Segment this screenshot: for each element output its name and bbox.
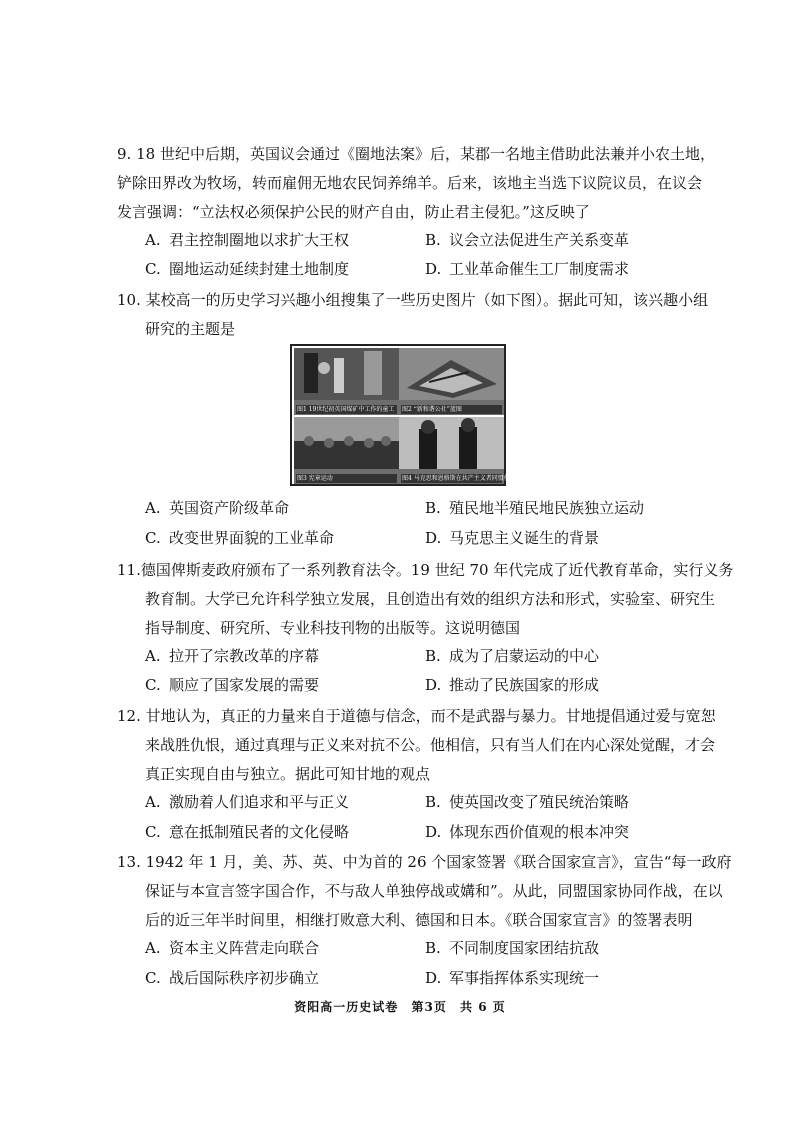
question-text-line: 甘地认为，真正的力量来自于道德与信念，而不是武器与暴力。甘地提倡通过爱与宽恕 [145, 707, 716, 725]
question-text-line: 来战胜仇恨，通过真理与正义来对抗不公。他相信，只有当人们在内心深处觉醒，才会 [145, 736, 716, 754]
photo-caption: 图2 “新和谐公社”蓝图 [401, 405, 502, 414]
option-d: D. 推动了民族国家的形成 [425, 676, 600, 694]
question-text-line: 后的近三年半时间里，相继打败意大利、德国和日本。《联合国家宣言》的签署表明 [145, 911, 693, 929]
option-c: C. 圈地运动延续封建土地制度 [145, 260, 350, 278]
page-total: 共 6 页 [460, 1000, 506, 1014]
question-12 [117, 702, 716, 789]
option-c: C. 改变世界面貌的工业革命 [145, 529, 335, 547]
photo-panel-4 [399, 417, 528, 484]
photo-caption: 图4 马克思和恩格斯在共产主义者同盟代表大会 [402, 475, 528, 482]
question-number: 11. [117, 561, 141, 579]
question-9 [117, 140, 715, 227]
question-text-line: 研究的主题是 [145, 320, 236, 338]
question-number: 9. [117, 145, 132, 163]
option-b: B. 成为了启蒙运动的中心 [425, 647, 600, 665]
photo-panel-1 [294, 348, 399, 415]
question-text-line: 某校高一的历史学习兴趣小组搜集了一些历史图片（如下图）。据此可知，该兴趣小组 [145, 291, 709, 309]
option-a: A. 君主控制圈地以求扩大王权 [145, 231, 350, 249]
option-a: A. 拉开了宗教改革的序幕 [145, 647, 320, 665]
page-footer [0, 998, 800, 1015]
question-text-line: 教育制。大学已允许科学独立发展，且创造出有效的组织方法和形式，实验室、研究生 [145, 590, 716, 608]
question-text-line: 18 世纪中后期，英国议会通过《圈地法案》后，某郡一名地主借助此法兼并小农土地， [136, 145, 715, 163]
question-11 [117, 556, 734, 643]
option-a: A. 英国资产阶级革命 [145, 499, 290, 517]
question-13 [117, 848, 732, 935]
question-10 [117, 286, 709, 344]
chartist-movement-image [294, 417, 399, 469]
new-harmony-blueprint-image [399, 348, 504, 400]
question-number: 10. [117, 291, 141, 309]
photo-caption: 图3 宪章运动 [296, 474, 397, 483]
option-b: B. 使英国改变了殖民统治策略 [425, 793, 630, 811]
question-text-line: 发言强调：“立法权必须保护公民的财产自由，防止君主侵犯。”这反映了 [117, 203, 590, 221]
question-text-line: 1942 年 1 月，美、苏、英、中为首的 26 个国家签署《联合国家宣言》，宣告“每一政府 [145, 853, 732, 871]
question-text-line: 真正实现自由与独立。据此可知甘地的观点 [145, 765, 431, 783]
page-number: 第3页 [411, 1000, 447, 1014]
question-text-line: 指导制度、研究所、专业科技刊物的出版等。这说明德国 [145, 619, 521, 637]
photo-panel-3 [294, 417, 399, 484]
question-text-line: 铲除田界改为牧场，转而雇佣无地农民饲养绵羊。后来，该地主当选下议院议员，在议会 [117, 174, 703, 192]
exam-title: 资阳高一历史试卷 [294, 1000, 399, 1014]
option-d: D. 马克思主义诞生的背景 [425, 529, 600, 547]
option-c: C. 战后国际秩序初步确立 [145, 969, 320, 987]
option-b: B. 殖民地半殖民地民族独立运动 [425, 499, 645, 517]
option-d: D. 军事指挥体系实现统一 [425, 969, 600, 987]
child-miners-image [294, 348, 399, 400]
option-d: D. 体现东西价值观的根本冲突 [425, 823, 630, 841]
photo-caption: 图1 19世纪初英国煤矿中工作的童工 [296, 405, 397, 414]
option-b: B. 议会立法促进生产关系变革 [425, 231, 630, 249]
option-c: C. 顺应了国家发展的需要 [145, 676, 320, 694]
question-text-line: 德国俾斯麦政府颁布了一系列教育法令。19 世纪 70 年代完成了近代教育革命，实行义务 [140, 561, 734, 579]
marx-engels-image [399, 417, 504, 469]
option-a: A. 资本主义阵营走向联合 [145, 939, 320, 957]
option-d: D. 工业革命催生工厂制度需求 [425, 260, 630, 278]
option-b: B. 不同制度国家团结抗敌 [425, 939, 600, 957]
question-text-line: 保证与本宣言签字国合作，不与敌人单独停战或媾和”。从此，同盟国家协同作战，在以 [145, 882, 723, 900]
history-photo-collage [290, 344, 528, 486]
question-number: 12. [117, 707, 141, 725]
photo-panel-2 [399, 348, 504, 415]
option-c: C. 意在抵制殖民者的文化侵略 [145, 823, 350, 841]
option-a: A. 激励着人们追求和平与正义 [145, 793, 350, 811]
question-number: 13. [117, 853, 141, 871]
